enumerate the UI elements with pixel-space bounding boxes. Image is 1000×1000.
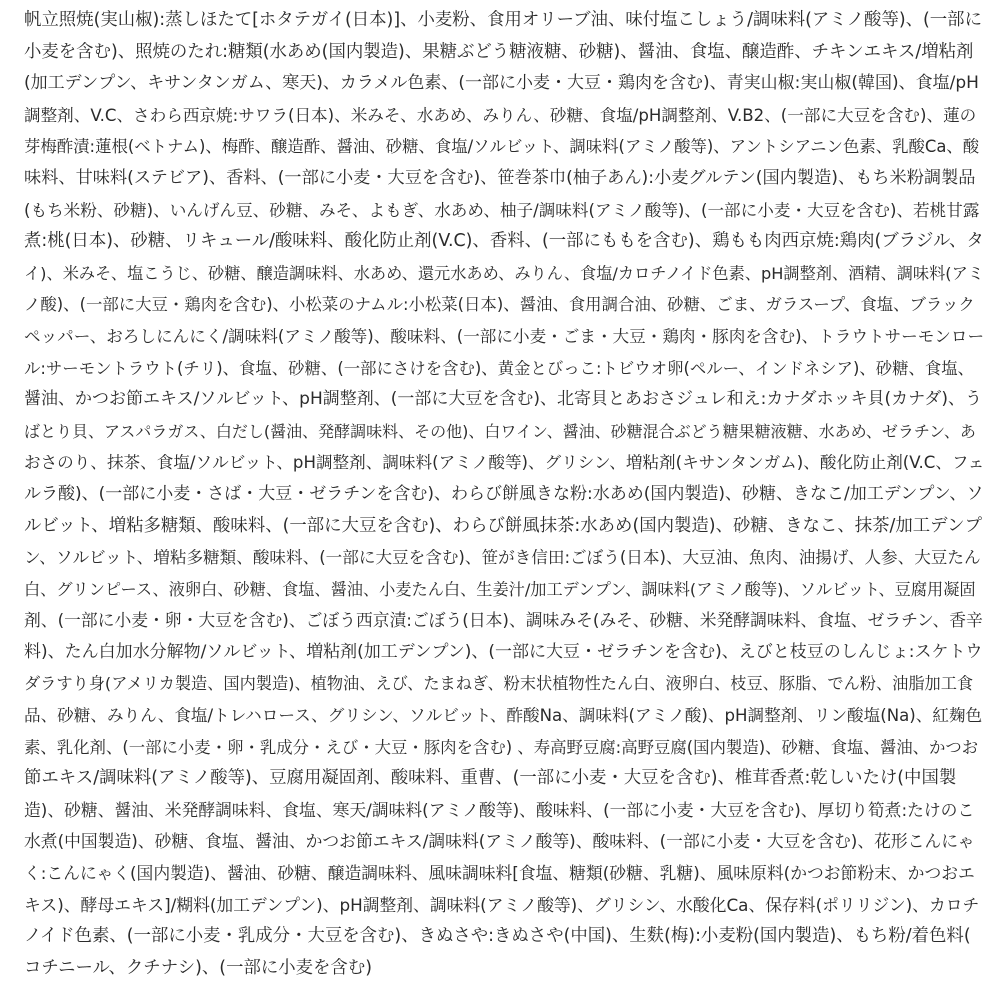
text-line: ルビット、増粘多糖類、酸味料、(一部に大豆を含む)、わらび餅風抹茶:水あめ(国内製造)、砂糖、きなこ、抹茶/加工デンプ bbox=[24, 515, 982, 536]
text-line: 剤、(一部に小麦・卵・大豆を含む)、ごぼう西京漬:ごぼう(日本)、調味みそ(みそ、砂糖、米発酵調味料、食塩、ゼラチン、香辛 bbox=[24, 610, 983, 631]
text-line: コチニール、クチナシ)、(一部に小麦を含む) bbox=[24, 957, 372, 978]
text-line: 醤油、かつお節エキス/ソルビット、pH調整剤、(一部に大豆を含む)、北寄貝とあおさジュレ和え:カナダホッキ貝(カナダ)、う bbox=[24, 389, 982, 410]
text-line: ン、ソルビット、増粘多糖類、酸味料、(一部に大豆を含む)、笹がき信田:ごぼう(日本)、大豆油、魚肉、油揚げ、人参、大豆たん bbox=[24, 548, 981, 568]
text-line: 調整剤、V.C、さわら西京焼:サワラ(日本)、米みそ、水あめ、みりん、砂糖、食塩/pH調整剤、V.B2、(一部に大豆を含む)、蓮の bbox=[24, 105, 977, 125]
text-line: 素、乳化剤、(一部に小麦・卵・乳成分・えび・大豆・豚肉を含む) 、寿高野豆腐:高野豆腐(国内製造)、砂糖、食塩、醤油、かつお bbox=[24, 737, 979, 757]
text-line: キス)、酵母エキス]/糊料(加工デンプン)、pH調整剤、調味料(アミノ酸等)、グリシン、水酸化Ca、保存料(ポリリジン)、カロチ bbox=[24, 894, 980, 915]
text-line: ル:サーモントラウト(チリ)、食塩、砂糖、(一部にさけを含む)、黄金とびっこ:トビウオ卵(ペルー、インドネシア)、砂糖、食塩、 bbox=[24, 358, 975, 378]
text-line: ばとり貝、アスパラガス、白だし(醤油、発酵調味料、その他)、白ワイン、醤油、砂糖混合ぶどう糖果糖液糖、水あめ、ゼラチン、あ bbox=[24, 421, 976, 441]
text-line: 味料、甘味料(ステビア)、香料、(一部に小麦・大豆を含む)、笹巻茶巾(柚子あん):小麦グルテン(国内製造)、もち米粉調製品 bbox=[24, 167, 976, 188]
text-line: ルラ酸)、(一部に小麦・さば・大豆・ゼラチンを含む)、わらび餅風きな粉:水あめ(国内製造)、砂糖、きなこ/加工デンプン、ソ bbox=[24, 483, 984, 504]
text-line: (加工デンプン、キサンタンガム、寒天)、カラメル色素、(一部に小麦・大豆・鶏肉を含む)、青実山椒:実山椒(韓国)、食塩/pH bbox=[24, 73, 979, 94]
text-line: 料)、たん白加水分解物/ソルビット、増粘剤(加工デンプン)、(一部に大豆・ゼラチンを含む)、えびと枝豆のしんじょ:スケトウ bbox=[24, 641, 983, 662]
text-line: 煮:桃(日本)、砂糖、リキュール/酸味料、酸化防止剤(V.C)、香料、(一部にももを含む)、鶏もも肉西京焼:鶏肉(ブラジル、タ bbox=[24, 231, 984, 252]
text-line: ダラすり身(アメリカ製造、国内製造)、植物油、えび、たまねぎ、粉末状植物性たん白、液卵白、枝豆、豚脂、でん粉、油脂加工食 bbox=[24, 674, 974, 694]
text-line: おさのり、抹茶、食塩/ソルビット、pH調整剤、調味料(アミノ酸等)、グリシン、増粘剤(キサンタンガム)、酸化防止剤(V.C、フェ bbox=[24, 453, 985, 473]
text-line: (もち米粉、砂糖)、いんげん豆、砂糖、みそ、よもぎ、水あめ、柚子/調味料(アミノ酸等)、(一部に小麦・大豆を含む)、若桃甘露 bbox=[24, 200, 980, 220]
ingredients-text-block bbox=[24, 5, 984, 984]
text-line: 芽梅酢漬:蓮根(ベトナム)、梅酢、醸造酢、醤油、砂糖、食塩/ソルビット、調味料(アミノ酸等)、アントシアニン色素、乳酸Ca、酸 bbox=[24, 137, 980, 157]
text-line: く:こんにゃく(国内製造)、醤油、砂糖、醸造調味料、風味調味料[食塩、糖類(砂糖、乳糖)、風味原料(かつお節粉末、かつおエ bbox=[24, 863, 975, 884]
text-line: 造)、砂糖、醤油、米発酵調味料、食塩、寒天/調味料(アミノ酸等)、酸味料、(一部に小麦・大豆を含む)、厚切り筍煮:たけのこ bbox=[24, 799, 975, 820]
text-line: 品、砂糖、みりん、食塩/トレハロース、グリシン、ソルビット、酢酸Na、調味料(アミノ酸)、pH調整剤、リン酸塩(Na)、紅麹色 bbox=[24, 706, 983, 726]
text-line: ペッパー、おろしにんにく/調味料(アミノ酸等)、酸味料、(一部に小麦・ごま・大豆・鶏肉・豚肉を含む)、トラウトサーモンロー bbox=[24, 326, 985, 346]
text-line: 白、グリンピース、液卵白、砂糖、食塩、醤油、小麦たん白、生姜汁/加工デンプン、調味料(アミノ酸等)、ソルビット、豆腐用凝固 bbox=[24, 579, 976, 599]
text-line: 節エキス/調味料(アミノ酸等)、豆腐用凝固剤、酸味料、重曹、(一部に小麦・大豆を含む)、椎茸香煮:乾しいたけ(中国製 bbox=[24, 768, 957, 789]
text-line: ノイド色素、(一部に小麦・乳成分・大豆を含む)、きぬさや:きぬさや(中国)、生麩(梅):小麦粉(国内製造)、もち粉/着色料( bbox=[24, 926, 971, 947]
text-line: イ)、米みそ、塩こうじ、砂糖、醸造調味料、水あめ、還元水あめ、みりん、食塩/カロチノイド色素、pH調整剤、酒精、調味料(アミ bbox=[24, 263, 984, 283]
text-line: 小麦を含む)、照焼のたれ:糖類(水あめ(国内製造)、果糖ぶどう糖液糖、砂糖)、醤油、食塩、醸造酢、チキンエキス/増粘剤 bbox=[24, 41, 974, 62]
text-line: 帆立照焼(実山椒):蒸しほたて[ホタテガイ(日本)]、小麦粉、食用オリーブ油、味付塩こしょう/調味料(アミノ酸等)、(一部に bbox=[24, 10, 982, 30]
text-line: ノ酸)、(一部に大豆・鶏肉を含む)、小松菜のナムル:小松菜(日本)、醤油、食用調合油、砂糖、ごま、ガラスープ、食塩、ブラック bbox=[24, 295, 975, 315]
text-line: 水煮(中国製造)、砂糖、食塩、醤油、かつお節エキス/調味料(アミノ酸等)、酸味料、(一部に小麦・大豆を含む)、花形こんにゃ bbox=[24, 831, 975, 852]
